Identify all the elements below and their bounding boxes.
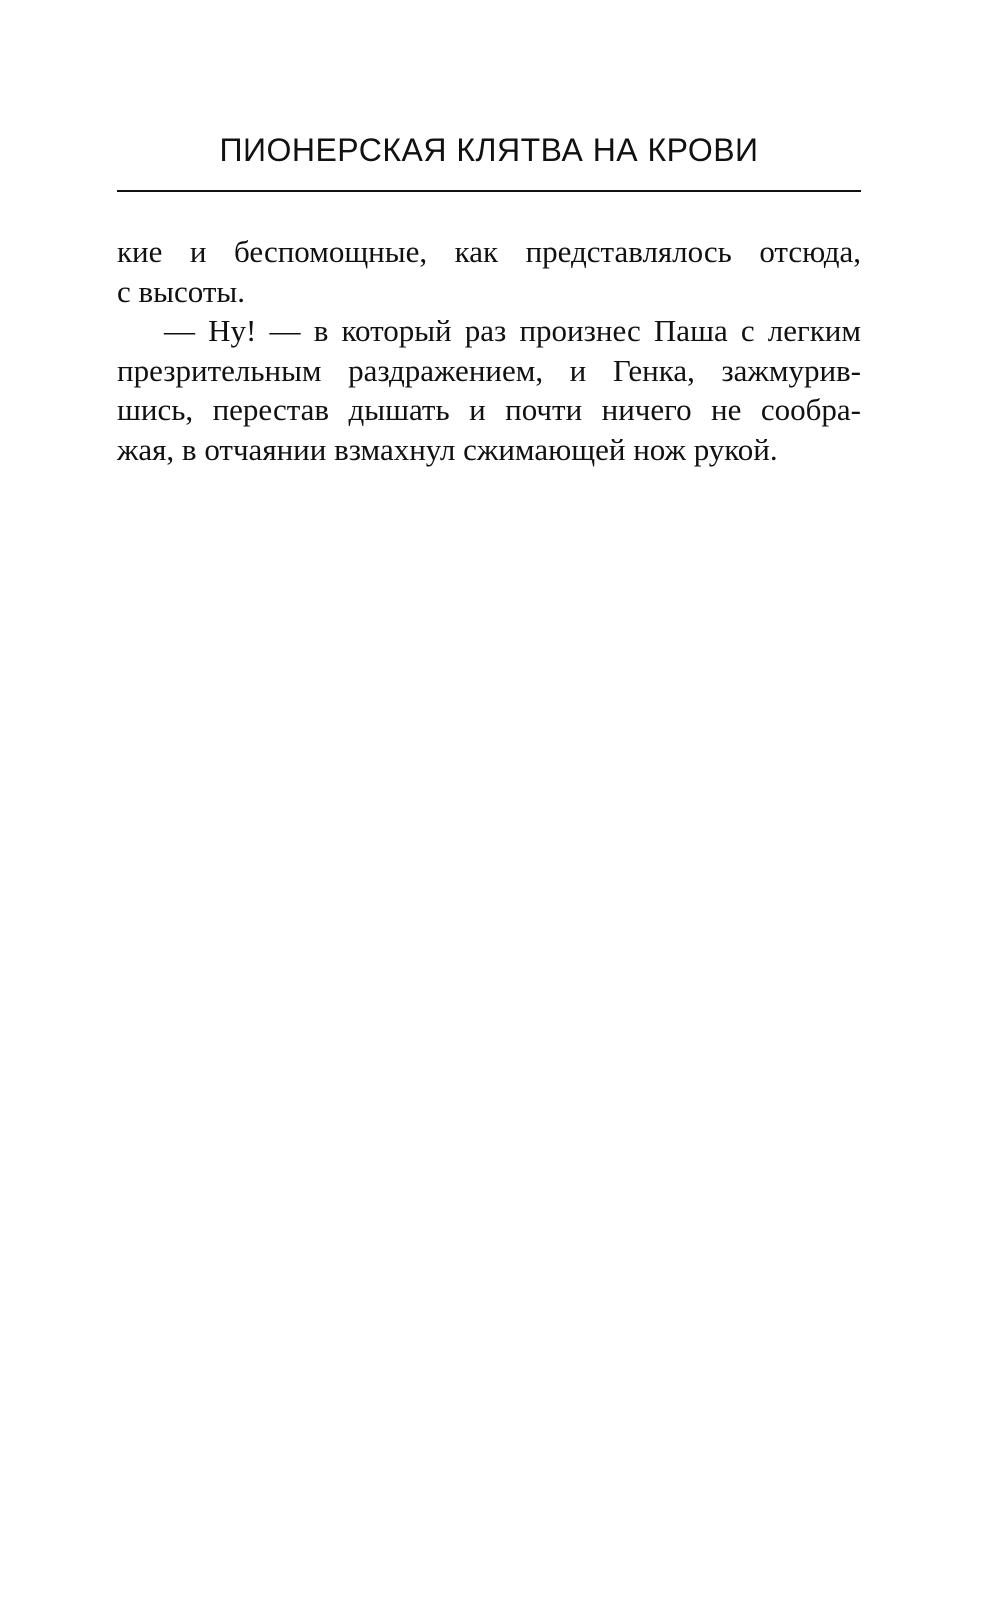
text-line: шись, перестав дышать и почти ничего не сообра- [117,392,861,427]
body-text [117,232,861,469]
text-line: кие и беспомощные, как представлялось отсюда, [117,234,861,269]
header-divider [117,190,861,192]
text-line: жая, в отчаянии взмахнул сжимающей нож рукой. [117,431,778,467]
text-line: с высоты. [117,273,245,309]
text-line: презрительным раздражением, и Генка, зажмурив- [117,352,861,388]
running-head-title: ПИОНЕРСКАЯ КЛЯТВА НА КРОВИ [219,132,759,168]
text-line: — Ну! — в который раз произнес Паша с легким [164,313,861,348]
